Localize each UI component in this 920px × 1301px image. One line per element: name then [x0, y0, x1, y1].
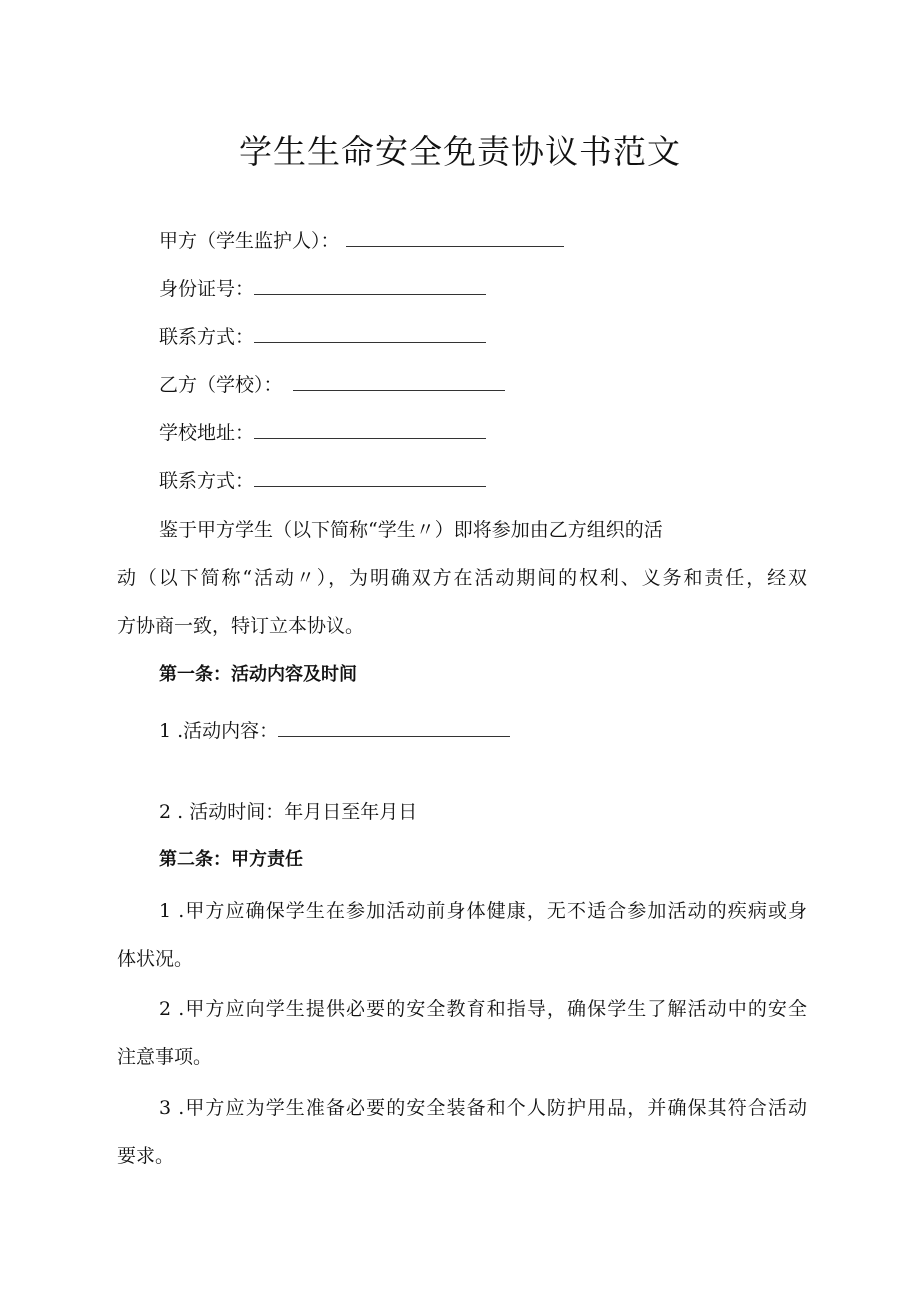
- intro-line-3: 方协商一致，特订立本协议。: [117, 615, 365, 637]
- field-contact-a-label: 联系方式：: [159, 326, 255, 348]
- field-party-a-blank[interactable]: [346, 226, 564, 247]
- field-id-number: [159, 274, 486, 303]
- field-contact-a: [159, 322, 486, 351]
- field-school-address-blank[interactable]: [254, 418, 486, 439]
- intro-line-2: 动（以下简称“活动〃），为明确双方在活动期间的权利、义务和责任，经双: [117, 567, 807, 589]
- article-2-item-2-line-2: 注意事项。: [117, 1046, 213, 1068]
- article-2-item-2-line-1: 2 .甲方应向学生提供必要的安全教育和指导，确保学生了解活动中的安全: [159, 998, 807, 1020]
- field-party-a-label: 甲方（学生监护人）：: [159, 230, 340, 252]
- article-1-item-1: [159, 716, 510, 745]
- activity-content-blank[interactable]: [278, 716, 510, 737]
- article-2-item-3-line-2: 要求。: [117, 1145, 175, 1167]
- intro-line-1: 鉴于甲方学生（以下简称“学生〃）即将参加由乙方组织的活: [159, 519, 663, 541]
- article-2-item-1-line-2: 体状况。: [117, 948, 194, 970]
- field-contact-b-label: 联系方式：: [159, 470, 255, 492]
- article-1-item-1-label: 1 .活动内容：: [159, 720, 279, 742]
- field-contact-a-blank[interactable]: [254, 322, 486, 343]
- field-contact-b-blank[interactable]: [254, 466, 486, 487]
- document-title: 学生生命安全免责协议书范文: [239, 132, 681, 171]
- field-id-number-blank[interactable]: [254, 274, 486, 295]
- field-school-address-label: 学校地址：: [159, 422, 255, 444]
- field-party-b-label: 乙方（学校）：: [159, 374, 283, 396]
- field-contact-b: [159, 466, 486, 495]
- field-party-b-blank[interactable]: [293, 370, 505, 391]
- article-2-item-1-line-1: 1 .甲方应确保学生在参加活动前身体健康，无不适合参加活动的疾病或身: [159, 900, 807, 922]
- article-1-heading: 第一条：活动内容及时间: [159, 664, 357, 685]
- article-2-item-3-line-1: 3 .甲方应为学生准备必要的安全装备和个人防护用品，并确保其符合活动: [159, 1097, 807, 1119]
- field-party-a: [159, 226, 564, 255]
- field-id-number-label: 身份证号：: [159, 278, 255, 300]
- field-party-b: [159, 370, 505, 399]
- field-school-address: [159, 418, 486, 447]
- article-1-item-2: 2 . 活动时间：年月日至年月日: [159, 801, 418, 823]
- article-2-heading: 第二条：甲方责任: [159, 849, 303, 870]
